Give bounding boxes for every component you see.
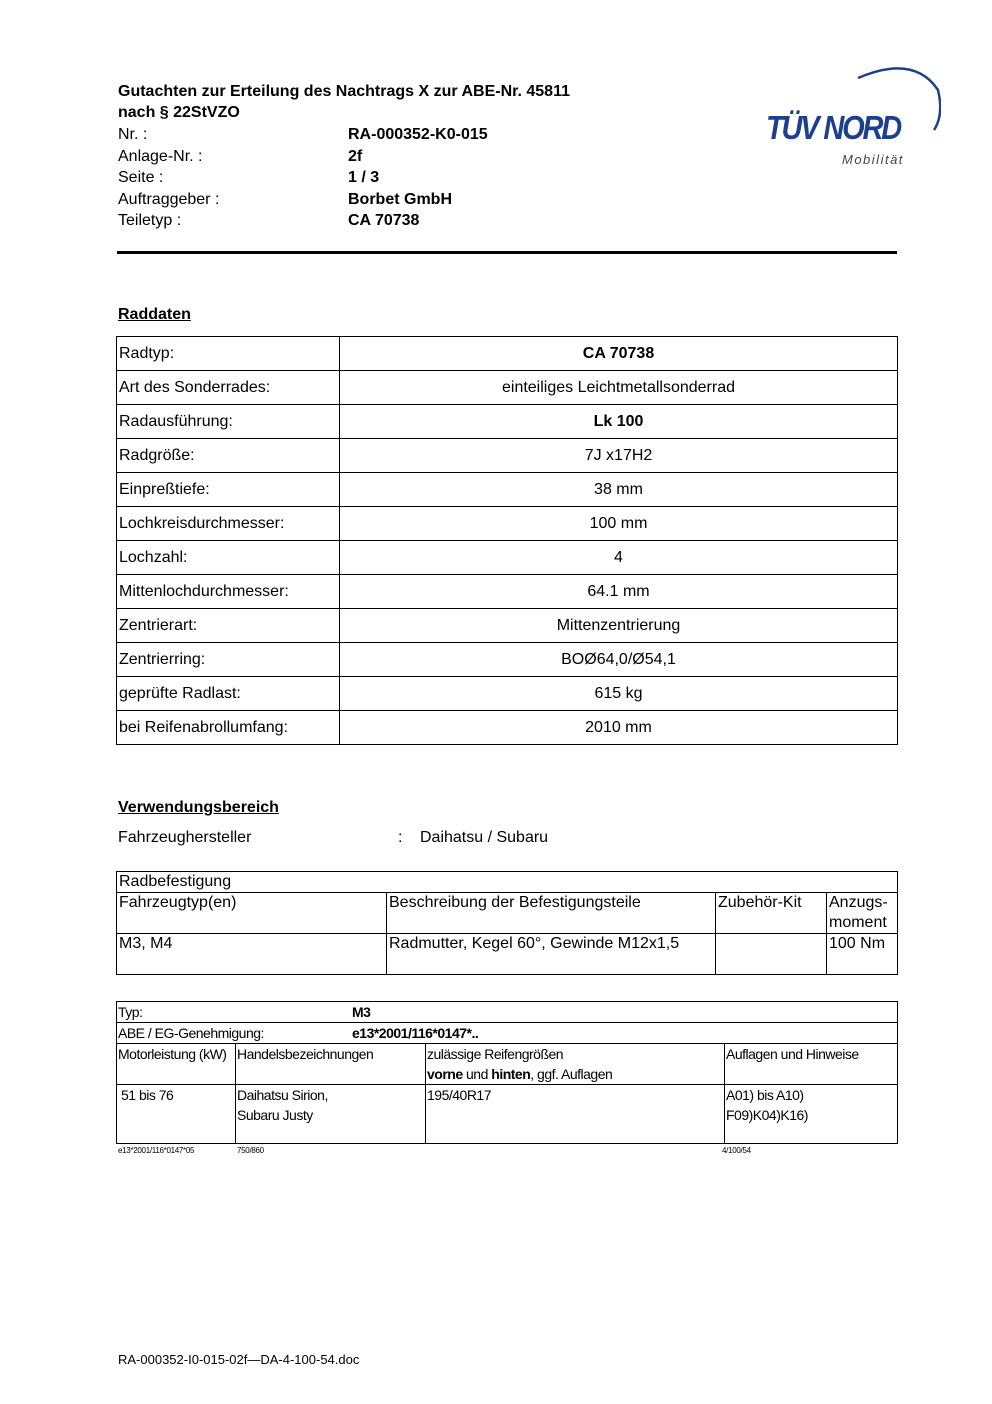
tuev-nord-logo — [766, 60, 941, 172]
table-header-row — [117, 1044, 898, 1085]
field-label: Teiletyp : — [118, 212, 182, 229]
hersteller-value: Daihatsu / Subaru — [420, 829, 549, 846]
row-label: Zentrierring: — [117, 643, 340, 677]
field-nr — [118, 124, 488, 146]
table-row — [117, 439, 898, 473]
code-range: 750/860 — [237, 1146, 264, 1155]
verwendung-heading: Verwendungsbereich — [118, 799, 279, 816]
row-label: geprüfte Radlast: — [117, 677, 340, 711]
table-row — [117, 1002, 898, 1023]
row-label: Radtyp: — [117, 337, 340, 371]
hersteller-label: Fahrzeughersteller — [118, 829, 252, 846]
radbefestigung-table — [116, 871, 898, 975]
document-title: Gutachten zur Erteilung des Nachtrags X zur ABE-Nr. 45811 nach § 22StVZO — [118, 83, 570, 121]
table-row — [117, 541, 898, 575]
row-label: Mittenlochdurchmesser: — [117, 575, 340, 609]
cell-moment: 100 Nm — [827, 934, 898, 975]
handel-line2: Subaru Justy — [237, 1107, 313, 1123]
hersteller-row — [118, 829, 548, 847]
row-value: 38 mm — [340, 473, 898, 507]
row-value: Mittenzentrierung — [340, 609, 898, 643]
field-value: 1 / 3 — [348, 169, 380, 186]
table-row — [117, 711, 898, 745]
col-reifengroessen — [426, 1044, 725, 1085]
raddaten-heading: Raddaten — [118, 306, 191, 323]
row-value: 100 mm — [340, 507, 898, 541]
field-label: Nr. : — [118, 126, 148, 143]
table-row — [117, 934, 898, 975]
table-row — [117, 575, 898, 609]
col-zubehoer-kit: Zubehör-Kit — [716, 893, 827, 934]
row-label: Radgröße: — [117, 439, 340, 473]
field-seite — [118, 167, 488, 189]
logo-sub-text: Mobilität — [842, 152, 904, 167]
typ-table — [116, 1001, 898, 1144]
table-row — [117, 371, 898, 405]
reifen-header-und: und — [462, 1066, 492, 1082]
row-value: einteiliges Leichtmetallsonderrad — [340, 371, 898, 405]
field-value: 2f — [348, 147, 363, 165]
field-anlage — [118, 146, 488, 168]
field-teiletyp — [118, 210, 488, 232]
row-value: 7J x17H2 — [340, 439, 898, 473]
reifen-header-line1: zulässige Reifengrößen — [427, 1046, 564, 1062]
hersteller-separator: : — [398, 829, 403, 846]
field-label: Anlage-Nr. : — [118, 147, 203, 165]
cell-handel — [236, 1085, 426, 1144]
field-label: Seite : — [118, 169, 164, 186]
field-auftraggeber — [118, 189, 488, 211]
table-row — [117, 872, 898, 893]
row-label: Radausführung: — [117, 405, 340, 439]
table-row — [117, 507, 898, 541]
table-row — [117, 643, 898, 677]
cell-kit — [716, 934, 827, 975]
row-label: Lochzahl: — [117, 541, 340, 575]
table-row — [117, 473, 898, 507]
row-value: BOØ64,0/Ø54,1 — [340, 643, 898, 677]
abe-label: ABE / EG-Genehmigung: — [118, 1025, 264, 1041]
code-pattern: 4/100/54 — [722, 1146, 751, 1155]
row-label: Art des Sonderrades: — [117, 371, 340, 405]
field-value: Borbet GmbH — [348, 190, 452, 208]
footer-filename: RA-000352-I0-015-02f—DA-4-100-54.doc — [118, 1352, 360, 1367]
cell-typ: M3, M4 — [117, 934, 387, 975]
header-fields — [118, 124, 488, 232]
auflagen-line1: A01) bis A10) — [726, 1087, 804, 1103]
code-abe: e13*2001/116*0147*05 — [118, 1146, 195, 1155]
row-value: 64.1 mm — [340, 575, 898, 609]
abe-value: e13*2001/116*0147*.. — [352, 1025, 479, 1041]
logo-brand-text: TÜV NORD — [766, 109, 901, 147]
table-row — [117, 609, 898, 643]
field-label: Auftraggeber : — [118, 190, 220, 208]
reifen-header-hinten: hinten — [491, 1066, 531, 1082]
table-header-row — [117, 893, 898, 934]
reifen-header-vorne: vorne — [427, 1066, 463, 1082]
auflagen-line2: F09)K04)K16) — [726, 1107, 808, 1123]
row-label: Lochkreisdurchmesser: — [117, 507, 340, 541]
radbefestigung-title: Radbefestigung — [117, 872, 898, 893]
col-fahrzeugtyp: Fahrzeugtyp(en) — [117, 893, 387, 934]
typ-label: Typ: — [118, 1004, 143, 1020]
col-anzugsmoment: Anzugs-moment — [827, 893, 898, 934]
row-value: 615 kg — [340, 677, 898, 711]
field-value: CA 70738 — [348, 212, 420, 229]
col-beschreibung: Beschreibung der Befestigungsteile — [387, 893, 716, 934]
field-value: RA-000352-K0-015 — [348, 126, 488, 143]
header-divider — [117, 251, 897, 254]
cell-leistung: 51 bis 76 — [117, 1085, 236, 1144]
row-label: Zentrierart: — [117, 609, 340, 643]
cell-auflagen — [725, 1085, 898, 1144]
reifen-header-end: , ggf. Auflagen — [530, 1066, 613, 1082]
row-value: CA 70738 — [340, 337, 898, 371]
col-handelsbezeichnungen: Handelsbezeichnungen — [236, 1044, 426, 1085]
col-auflagen: Auflagen und Hinweise — [725, 1044, 898, 1085]
table-row — [117, 1023, 898, 1044]
row-value: 2010 mm — [340, 711, 898, 745]
row-label: bei Reifenabrollumfang: — [117, 711, 340, 745]
cell-reifen: 195/40R17 — [426, 1085, 725, 1144]
handel-line1: Daihatsu Sirion, — [237, 1087, 328, 1103]
table-row — [117, 1085, 898, 1144]
cell-beschreibung: Radmutter, Kegel 60°, Gewinde M12x1,5 — [387, 934, 716, 975]
table-row — [117, 405, 898, 439]
table-row — [117, 337, 898, 371]
row-value: 4 — [340, 541, 898, 575]
row-value: Lk 100 — [340, 405, 898, 439]
col-motorleistung: Motorleistung (kW) — [117, 1044, 236, 1085]
table-row — [117, 677, 898, 711]
row-label: Einpreßtiefe: — [117, 473, 340, 507]
typ-value: M3 — [352, 1004, 371, 1020]
raddaten-table — [116, 336, 898, 745]
